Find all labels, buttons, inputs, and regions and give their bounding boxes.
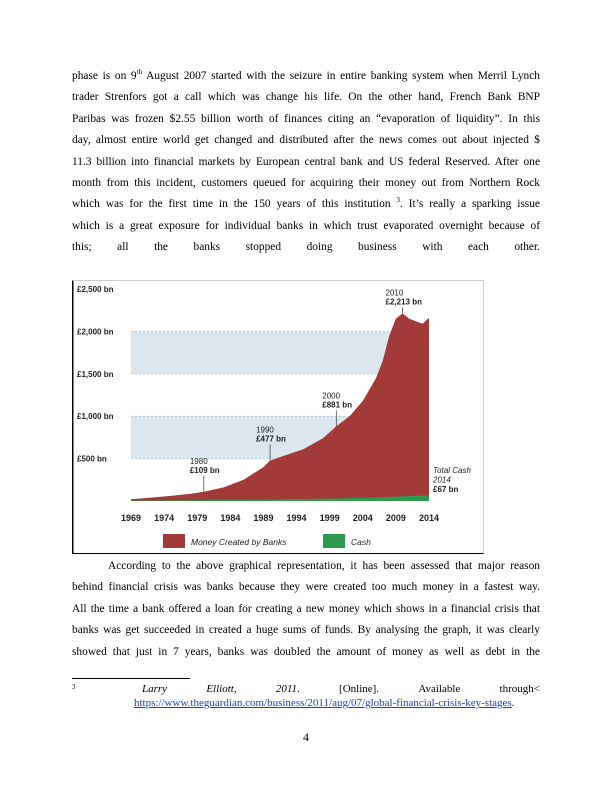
total-cash-note: £67 bn — [433, 485, 459, 494]
x-tick-label: 2004 — [352, 513, 373, 523]
x-tick-label: 1974 — [154, 513, 175, 523]
footnote-reference[interactable]: 3 — [396, 196, 400, 205]
x-tick-label: 1984 — [220, 513, 241, 523]
x-tick-label: 1989 — [253, 513, 274, 523]
footnote-dot: . — [297, 683, 300, 695]
y-tick-label: £1,500 bn — [77, 369, 114, 379]
chart-svg — [73, 281, 483, 553]
footnote-author-surname: Elliott, — [206, 683, 237, 695]
annotation-year: 1990 — [256, 425, 274, 435]
paragraph-1-line: Paribas was frozen $2.55 billion worth of finances citing an “evaporation of liquidity”. In this — [72, 112, 540, 125]
paragraph-1-line: day, almost entire world get changed and distributed after the news comes out about injected $ — [72, 134, 540, 147]
page-number: 4 — [303, 730, 309, 744]
annotation-value: £109 bn — [189, 465, 220, 475]
paragraph-2-line: banks was get succeeded in created a huge sums of funds. By analysing the graph, it was clearly — [72, 624, 540, 637]
footnote-url-end: . — [511, 697, 515, 709]
paragraph-1-line: which was for the first time in the 150 years of this institution $^3$. It’s really a sparking issue — [72, 196, 540, 211]
footnote-number: 3 — [72, 683, 76, 691]
total-cash-note: Total Cash — [433, 466, 471, 475]
x-tick-label: 1979 — [187, 513, 208, 523]
footnote-author: Larry — [142, 683, 168, 695]
paragraph-1-line: which is a great exposure for individual banks in which trust evaporated overnight because of — [72, 219, 540, 232]
legend-label: Cash — [351, 537, 371, 547]
y-tick-label: £2,000 bn — [77, 327, 114, 337]
paragraph-1-line: month from this incident, customers queued for acquiring their money out from Northern Rock — [72, 176, 540, 189]
paragraph-2-line: All the time a bank offered a loan for creating a new money which shows in a financial crisis that — [72, 602, 540, 615]
annotation-value: £2,213 bn — [385, 297, 422, 307]
y-tick-label: £2,500 bn — [77, 285, 114, 294]
y-tick-label: £1,000 bn — [77, 412, 114, 422]
footnote-url-line — [134, 696, 514, 710]
footnote-year: 2011 — [275, 683, 298, 695]
footnote-through: through< — [499, 683, 540, 695]
footnote-online: [Online]. — [339, 683, 380, 695]
annotation-value: £881 bn — [322, 400, 353, 410]
paragraph-1-line: trader Strenfors got a call which was change his life. On the other hand, French Bank BNP — [72, 91, 540, 104]
footnote-available: Available — [418, 683, 461, 695]
annotation-year: 2000 — [322, 391, 341, 401]
footnote-url-link[interactable]: https://www.theguardian.com/business/2011/aug/07/global-financial-crisis-key-stages — [134, 697, 512, 709]
paragraph-1-line: phase is on 9th August 2007 started with the seizure in entire banking system when Merril Lynch — [72, 68, 540, 82]
x-tick-label: 2009 — [385, 513, 406, 523]
x-tick-label: 1994 — [286, 513, 307, 523]
paragraph-1-line: this; all the banks stopped doing business with each other. — [72, 241, 540, 254]
paragraph-2-line: showed that just in 7 years, banks was doubled the amount of money as well as debt in the — [72, 645, 540, 658]
annotation-year: 1980 — [189, 456, 208, 466]
x-tick-label: 1999 — [319, 513, 340, 523]
footnote-separator — [72, 678, 190, 679]
x-tick-label: 1969 — [120, 513, 142, 523]
legend-swatch — [323, 534, 345, 548]
legend-swatch — [163, 534, 185, 548]
money-creation-chart — [72, 280, 484, 554]
x-tick-label: 2014 — [418, 513, 440, 523]
annotation-year: 2010 — [385, 288, 404, 298]
legend-label: Money Created by Banks — [191, 537, 287, 547]
y-tick-label: £500 bn — [77, 454, 107, 464]
paragraph-1-line: 11.3 billion into financial markets by European central bank and US federal Reserved. After one — [72, 155, 540, 168]
annotation-value: £477 bn — [256, 434, 286, 444]
paragraph-2-line: According to the above graphical representation, it has been assessed that major reason — [108, 560, 540, 572]
paragraph-1 — [72, 66, 540, 259]
total-cash-note: 2014 — [433, 475, 451, 485]
paragraph-2-line: behind financial crisis was banks because they were created too much money in a fastest way. — [72, 581, 540, 594]
footnote-citation — [142, 682, 540, 696]
paragraph-2 — [72, 556, 540, 663]
